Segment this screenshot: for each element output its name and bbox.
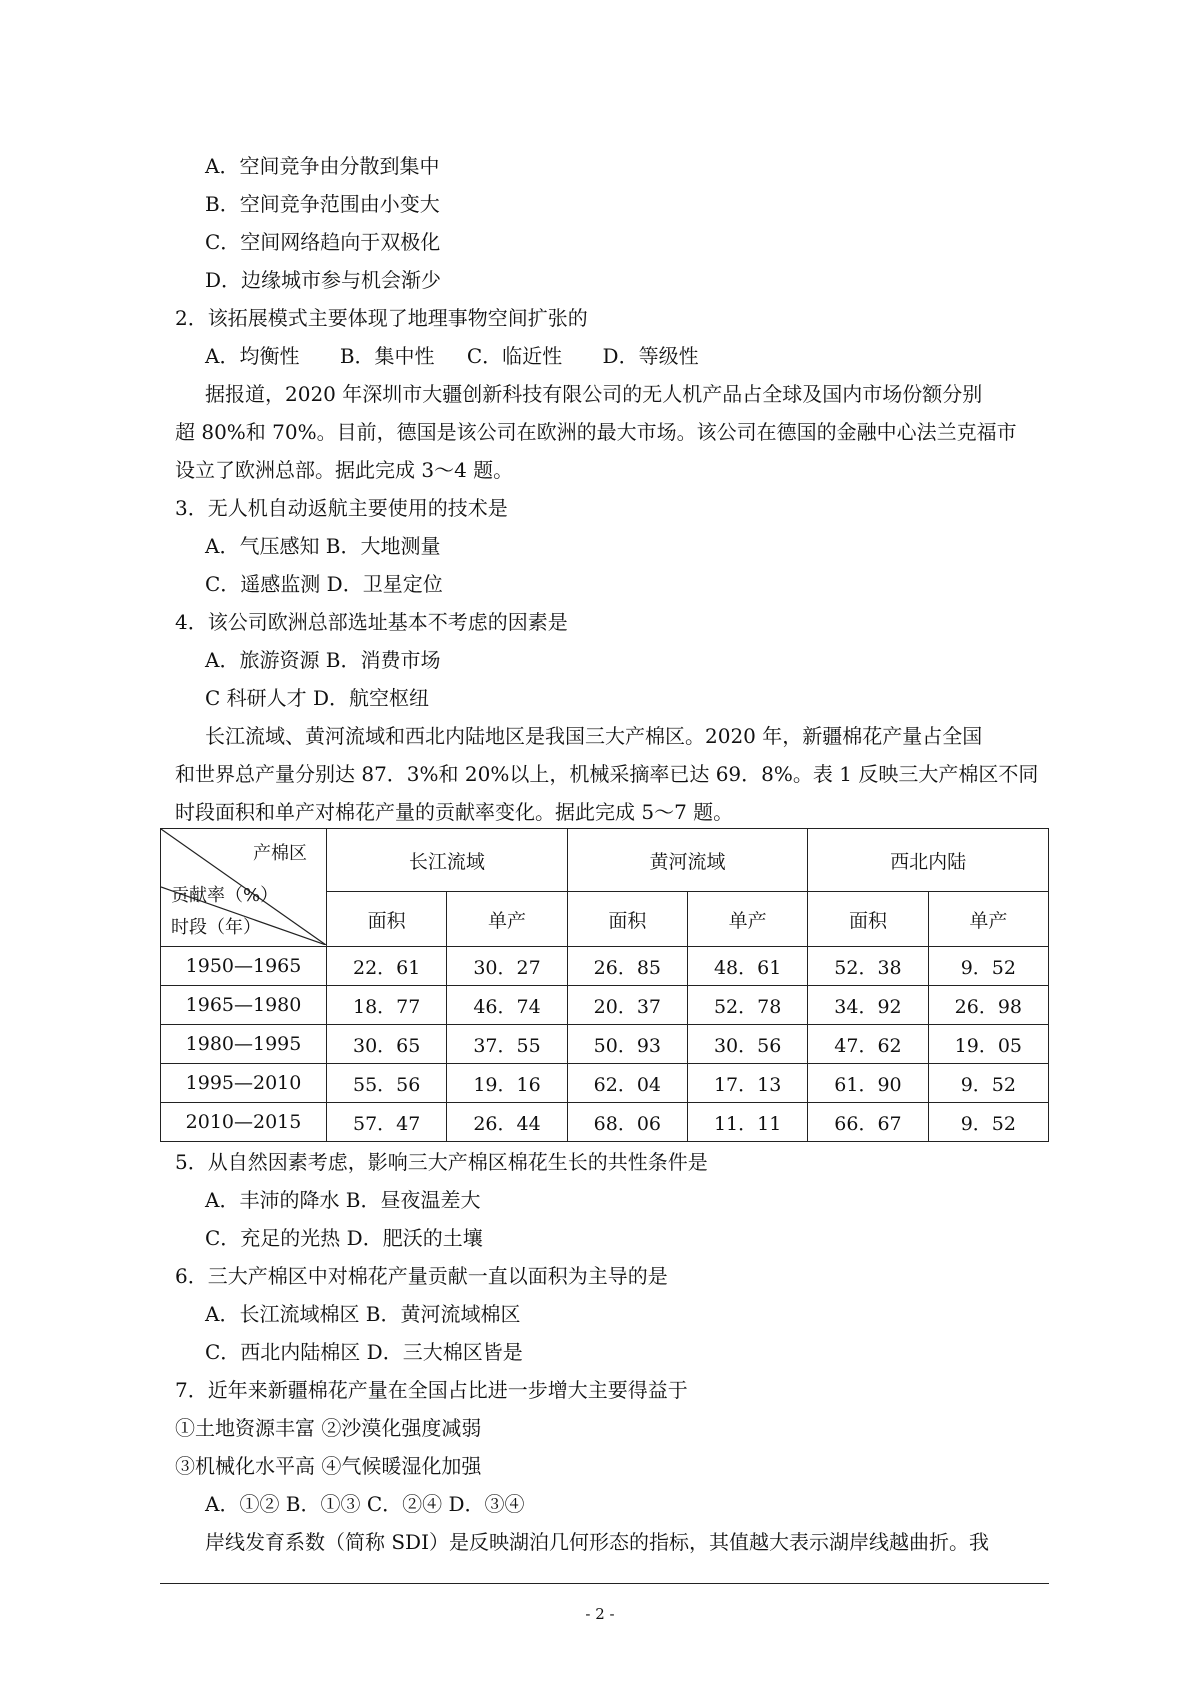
q6-options-ab: A．长江流域棉区 B．黄河流域棉区 (205, 1302, 521, 1326)
table-cell: 68．06 (567, 1103, 687, 1142)
table-cell: 61．90 (808, 1064, 928, 1103)
subhead-yield: 单产 (928, 892, 1048, 947)
row-period: 1995—2010 (161, 1064, 327, 1103)
subhead-area: 面积 (327, 892, 447, 947)
table-corner-cell (161, 829, 327, 947)
table-cell: 20．37 (567, 986, 687, 1025)
subhead-yield: 单产 (687, 892, 807, 947)
table-cell: 50．93 (567, 1025, 687, 1064)
passage2-line1: 长江流域、黄河流域和西北内陆地区是我国三大产棉区。2020 年，新疆棉花产量占全国 (205, 724, 983, 748)
q4-stem: 4．该公司欧洲总部选址基本不考虑的因素是 (175, 610, 568, 634)
table-cell: 30．27 (447, 947, 567, 986)
table-cell: 9．52 (928, 947, 1048, 986)
table-row (161, 1064, 1049, 1103)
table-row (161, 986, 1049, 1025)
row-period: 1965—1980 (161, 986, 327, 1025)
table-cell: 30．56 (687, 1025, 807, 1064)
q7-items-1-2: ①土地资源丰富 ②沙漠化强度减弱 (175, 1416, 482, 1440)
q1-option-a: A．空间竞争由分散到集中 (205, 154, 440, 178)
cotton-contribution-table (160, 828, 1049, 1142)
corner-label-rate: 贡献率（%） (171, 885, 279, 906)
q2-stem: 2．该拓展模式主要体现了地理事物空间扩张的 (175, 306, 588, 330)
q2-option-d: D．等级性 (602, 344, 699, 368)
table-cell: 26．98 (928, 986, 1048, 1025)
table-cell: 46．74 (447, 986, 567, 1025)
footer-divider (160, 1583, 1049, 1584)
q2-option-a: A．均衡性 (205, 344, 300, 368)
region-header-yellow-river: 黄河流域 (567, 829, 808, 892)
q7-options: A．①② B．①③ C．②④ D．③④ (205, 1492, 525, 1516)
q7-stem: 7．近年来新疆棉花产量在全国占比进一步增大主要得益于 (175, 1378, 688, 1402)
passage2-line3: 时段面积和单产对棉花产量的贡献率变化。据此完成 5～7 题。 (175, 800, 734, 824)
region-header-yangtze: 长江流域 (327, 829, 568, 892)
table-cell: 26．85 (567, 947, 687, 986)
q6-stem: 6．三大产棉区中对棉花产量贡献一直以面积为主导的是 (175, 1264, 668, 1288)
table-cell: 11．11 (687, 1103, 807, 1142)
table-row (161, 1103, 1049, 1142)
q4-options-cd: C 科研人才 D．航空枢纽 (205, 686, 430, 710)
table-row (161, 947, 1049, 986)
q2-option-c: C．临近性 (466, 344, 563, 368)
table-cell: 19．16 (447, 1064, 567, 1103)
table-cell: 34．92 (808, 986, 928, 1025)
subhead-area: 面积 (567, 892, 687, 947)
passage1-line3: 设立了欧洲总部。据此完成 3～4 题。 (175, 458, 514, 482)
table-cell: 19．05 (928, 1025, 1048, 1064)
row-period: 2010—2015 (161, 1103, 327, 1142)
q5-stem: 5．从自然因素考虑，影响三大产棉区棉花生长的共性条件是 (175, 1150, 708, 1174)
q1-option-c: C．空间网络趋向于双极化 (205, 230, 441, 254)
region-header-northwest: 西北内陆 (808, 829, 1049, 892)
q4-options-ab: A．旅游资源 B．消费市场 (205, 648, 441, 672)
row-period: 1950—1965 (161, 947, 327, 986)
table-cell: 26．44 (447, 1103, 567, 1142)
q3-stem: 3．无人机自动返航主要使用的技术是 (175, 496, 508, 520)
q5-options-cd: C．充足的光热 D．肥沃的土壤 (205, 1226, 483, 1250)
q5-options-ab: A．丰沛的降水 B．昼夜温差大 (205, 1188, 481, 1212)
row-period: 1980—1995 (161, 1025, 327, 1064)
table-cell: 57．47 (327, 1103, 447, 1142)
table-cell: 22．61 (327, 947, 447, 986)
table-cell: 66．67 (808, 1103, 928, 1142)
subhead-yield: 单产 (447, 892, 567, 947)
passage1-line2: 超 80%和 70%。目前，德国是该公司在欧洲的最大市场。该公司在德国的金融中心法兰克福市 (175, 420, 1017, 444)
table-cell: 37．55 (447, 1025, 567, 1064)
page-number: - 2 - (585, 1605, 615, 1623)
table-cell: 62．04 (567, 1064, 687, 1103)
table-row (161, 1025, 1049, 1064)
passage2-line2: 和世界总产量分别达 87．3%和 20%以上，机械采摘率已达 69．8%。表 1 反映三大产棉区不同 (175, 762, 1039, 786)
table-cell: 9．52 (928, 1103, 1048, 1142)
q3-options-ab: A．气压感知 B．大地测量 (205, 534, 441, 558)
q6-options-cd: C．西北内陆棉区 D．三大棉区皆是 (205, 1340, 523, 1364)
table-cell: 55．56 (327, 1064, 447, 1103)
table-cell: 52．78 (687, 986, 807, 1025)
table-cell: 48．61 (687, 947, 807, 986)
passage3-line1: 岸线发育系数（简称 SDI）是反映湖泊几何形态的指标，其值越大表示湖岸线越曲折。我 (205, 1530, 989, 1554)
corner-label-region: 产棉区 (253, 843, 307, 864)
q3-options-cd: C．遥感监测 D．卫星定位 (205, 572, 443, 596)
table-cell: 17．13 (687, 1064, 807, 1103)
subhead-area: 面积 (808, 892, 928, 947)
table-cell: 47．62 (808, 1025, 928, 1064)
table-cell: 9．52 (928, 1064, 1048, 1103)
q2-option-b: B．集中性 (339, 344, 435, 368)
q7-items-3-4: ③机械化水平高 ④气候暖湿化加强 (175, 1454, 482, 1478)
corner-label-period: 时段（年） (171, 917, 261, 938)
q1-option-d: D．边缘城市参与机会渐少 (205, 268, 442, 292)
table-cell: 30．65 (327, 1025, 447, 1064)
q2-options (205, 344, 699, 368)
passage1-line1: 据报道，2020 年深圳市大疆创新科技有限公司的无人机产品占全球及国内市场份额分别 (205, 382, 983, 406)
table-cell: 52．38 (808, 947, 928, 986)
table-cell: 18．77 (327, 986, 447, 1025)
q1-option-b: B．空间竞争范围由小变大 (205, 192, 440, 216)
